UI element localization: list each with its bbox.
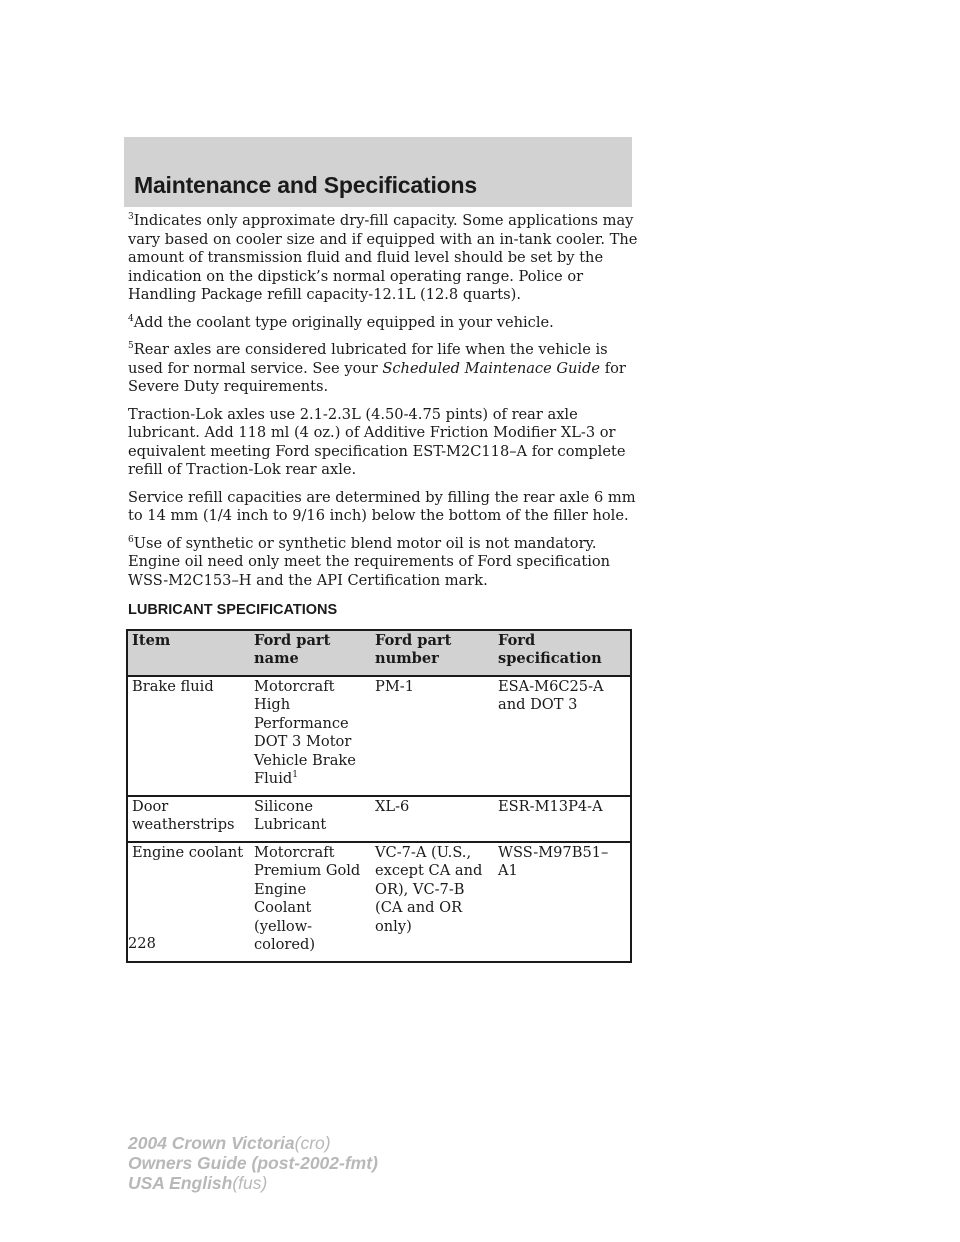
content bbox=[128, 212, 638, 963]
footer-line-2: Owners Guide (post-2002-fmt) bbox=[128, 1153, 378, 1173]
service-refill-paragraph: Service refill capacities are determined by filling the rear axle 6 mm to 14 mm (1/4 inch to 9/16 inch) below the bottom of the filler hole. bbox=[128, 488, 636, 524]
table-row bbox=[127, 842, 631, 962]
footnote-6 bbox=[128, 535, 638, 591]
part-name-footnote-mark: 1 bbox=[292, 770, 298, 780]
footer-language-code: (fus) bbox=[232, 1173, 268, 1193]
cell-item: Brake fluid bbox=[127, 676, 250, 796]
footnote-6-text: Use of synthetic or synthetic blend motor oil is not mandatory. Engine oil need only meet the requirements of Ford specification WSS-M2C153–H and the API Certification mark. bbox=[128, 534, 611, 589]
footnote-4-text: Add the coolant type originally equipped in your vehicle. bbox=[133, 313, 554, 331]
page-number: 228 bbox=[128, 935, 156, 952]
lubricant-table bbox=[126, 629, 632, 963]
page-title: Maintenance and Specifications bbox=[134, 172, 477, 198]
footnote-6-mark: 6 bbox=[128, 534, 134, 545]
footer-vehicle-code: (cro) bbox=[294, 1133, 331, 1153]
footnote-4-mark: 4 bbox=[128, 313, 134, 324]
header-part-name: Ford part name bbox=[250, 630, 371, 676]
footnote-4 bbox=[128, 314, 638, 333]
cell-specification: ESR-M13P4-A bbox=[494, 796, 631, 842]
guide-title: Scheduled Maintenace Guide bbox=[382, 359, 601, 377]
footer-language: USA English bbox=[128, 1173, 233, 1193]
footnote-3 bbox=[128, 212, 638, 305]
footnote-5-text-post: for Severe Duty requirements. bbox=[128, 359, 626, 395]
footer-line-3 bbox=[128, 1173, 378, 1193]
footnote-3-text: Indicates only approximate dry-fill capacity. Some applications may vary based on cooler size and if equipped with an in-tank cooler. The amount of transmission fluid and fluid level should be set by the indication on the dipstick’s normal operating range. Police or Handling Package refill capacity-12.1L (12.8 quarts). bbox=[128, 212, 638, 303]
cell-part-name: Silicone Lubricant bbox=[250, 796, 371, 842]
cell-part-name bbox=[250, 676, 371, 796]
footnote-5-text-pre: Rear axles are considered lubricated for life when the vehicle is used for normal service. See your bbox=[128, 341, 608, 377]
footnote-5-mark: 5 bbox=[128, 341, 134, 351]
lubricant-heading: LUBRICANT SPECIFICATIONS bbox=[128, 602, 338, 618]
footnote-3-mark: 3 bbox=[128, 212, 134, 222]
cell-part-name: Motorcraft Premium Gold Engine Coolant (yellow-colored) bbox=[250, 842, 371, 962]
cell-part-number: PM-1 bbox=[371, 676, 494, 796]
header-band bbox=[124, 137, 632, 207]
traction-lok-paragraph: Traction-Lok axles use 2.1-2.3L (4.50-4.75 pints) of rear axle lubricant. Add 118 ml (4 oz.) of Additive Friction Modifier XL-3 or equivalent meeting Ford specification EST-M2C118–A for complete refill of Traction-Lok rear axle. bbox=[128, 405, 626, 478]
table-row bbox=[127, 796, 631, 842]
header-item: Item bbox=[127, 630, 250, 676]
table-header-row bbox=[127, 630, 631, 676]
cell-specification: ESA-M6C25-A and DOT 3 bbox=[494, 676, 631, 796]
footer-line-1 bbox=[128, 1133, 378, 1153]
footnote-5 bbox=[128, 341, 638, 397]
footer-vehicle: 2004 Crown Victoria bbox=[128, 1133, 295, 1153]
table-row bbox=[127, 676, 631, 796]
cell-part-number: XL-6 bbox=[371, 796, 494, 842]
header-part-number: Ford part number bbox=[371, 630, 494, 676]
cell-part-number: VC-7-A (U.S., except CA and OR), VC-7-B (CA and OR only) bbox=[371, 842, 494, 962]
cell-item: Engine coolant bbox=[127, 842, 250, 962]
document-footer bbox=[128, 1133, 378, 1193]
cell-item: Door weatherstrips bbox=[127, 796, 250, 842]
header-specification: Ford specification bbox=[494, 630, 631, 676]
cell-specification: WSS-M97B51–A1 bbox=[494, 842, 631, 962]
part-name-text: Motorcraft High Performance DOT 3 Motor Vehicle Brake Fluid bbox=[254, 677, 356, 787]
